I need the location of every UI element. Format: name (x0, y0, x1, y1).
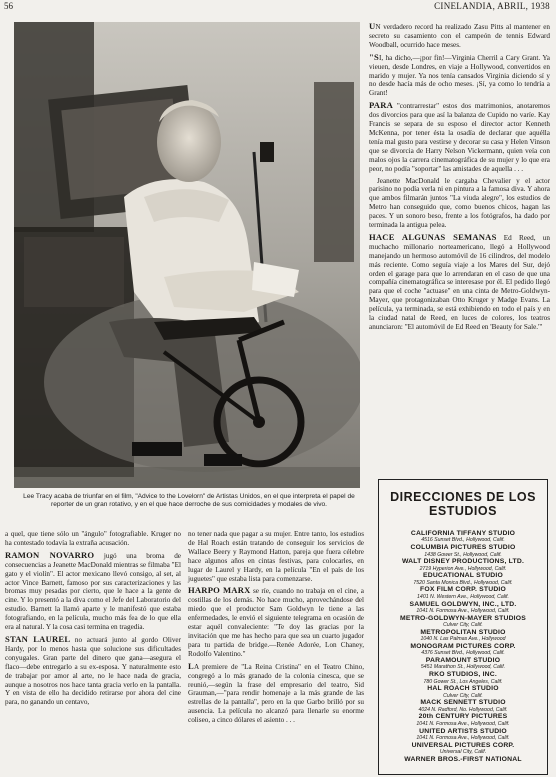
studio-entry (385, 756, 541, 763)
studio-entry (385, 530, 541, 544)
directory-title: DIRECCIONES DE LOS ESTUDIOS (390, 490, 536, 518)
paragraph-zasu-pitts: UN verdadero record ha realizado Zasu Pitts al mantener en secreto su casamiento con el campeón de tennis Edward Woodball, ocurrido hace meses. (369, 21, 550, 49)
studio-address: 4376 Sunset Blvd., Hollywood, Calif. (421, 650, 505, 657)
studio-name: WARNER BROS.-FIRST NATIONAL (404, 755, 522, 763)
studio-address: 1041 N. Formosa Ave., Hollywood, Calif. (416, 734, 510, 741)
studio-list (385, 530, 541, 763)
studio-name: FOX FILM CORP. STUDIO (419, 586, 507, 594)
studio-entry (385, 586, 541, 600)
page-number: 56 (4, 1, 13, 11)
studio-directory-box (378, 479, 548, 775)
studio-entry (385, 671, 541, 685)
studio-name: UNITED ARTISTS STUDIO (419, 727, 507, 735)
running-head: CINELANDIA, ABRIL, 1938 (434, 1, 550, 11)
studio-name: METRO-GOLDWYN-MAYER STUDIOS (400, 614, 526, 622)
studio-entry (385, 629, 541, 643)
studio-address: 1401 N. Western Ave., Hollywood, Calif. (417, 593, 509, 600)
right-column (369, 22, 550, 335)
paragraph-harpo-marx: HARPO MARX se ríe, cuando no trabaja en el cine, a costillas de los demás. No hace mucho, aprovechándose del miedo que el productor Sam Goldwyn le tiene a las enfermedades, le envió el siguiente telegrama en ocasión de estar aquél convaleciente: "Te doy las gracias por la invitación que me has hecho para que sea un cuarto jugador para tu partida de bridge.—Renée Adorée, Lon Chaney, Rodolfo Valentino." (188, 585, 364, 658)
studio-name: HAL ROACH STUDIO (427, 685, 499, 693)
studio-entry (385, 713, 541, 727)
studio-name: PARAMOUNT STUDIO (425, 656, 501, 664)
studio-address: 1040 N. Las Palmas Ave., Hollywood (420, 636, 506, 643)
paragraph-ramon-novarro: RAMON NOVARRO jugó una broma de consecuencias a Jeanette MacDonald mientras se filmaba "El gato y el violín". El actor mexicano llevó consigo, al set, al actor Vince Barnett, famoso por sus caracterizaciones y las bromas muy pesadas por cierto, que le hace a la gente de cine. Y lo presentó a la diva como el Jefe del Laboratorio del estudio. Barnett la llamó aparte y le manifestó que estaba fotografiando, en la película, mucho más fea de lo que ella era al natural. Y la cosa casi termina en tragedia. (5, 549, 181, 632)
studio-address: 4516 Sunset Blvd., Hollywood, Calif. (421, 537, 505, 544)
studio-name: EDUCATIONAL STUDIO (422, 572, 503, 580)
paragraph-jeanette-macdonald: Jeanette MacDonald le cargaba Chevalier y el actor parisino no podía verla ni en pintura a la famosa diva. Y ahora que ambos filmarán juntos "La viuda alegre", los estudios de Metro han conseguido que, como buenos chicos, hagan las paces. Y un sonoro beso, frente a los fotógrafos, ha dado por terminada la antigua pelea. (369, 176, 550, 230)
studio-entry (385, 572, 541, 586)
studio-address: 5451 Marathon St., Hollywood, Calif. (420, 664, 506, 671)
studio-entry (385, 544, 541, 558)
left-column (5, 530, 181, 710)
studio-entry (385, 728, 541, 742)
photo-caption: Lee Tracy acaba de triunfar en el film, "Advice to the Lovelorn" de Artistas Unidos, en el que interpreta el papel de reporter de un gran rotativo, y en el que hace derroche de sus comicidades y modales de vivo. (23, 493, 355, 509)
studio-name: MONOGRAM PICTURES CORP. (410, 642, 516, 650)
middle-column (188, 530, 364, 728)
paragraph-kruger-end: a quel, que tiene sólo un "ángulo" fotografiable. Kruger no ha contestado todavía la extraña acusación. (5, 530, 181, 547)
studio-name: MACK SENNETT STUDIO (420, 699, 506, 707)
studio-address: 2719 Hyperion Ave., Hollywood, Calif. (419, 565, 507, 572)
studio-entry (385, 558, 541, 572)
studio-entry (385, 615, 541, 629)
paragraph-hal-roach: no tener nada que pagar a su mujer. Entre tanto, los estudios de Hal Roach están tratando de conseguir los servicios de Wallace Beery y Raymond Hatton, pareja que fuera célebre hace algunos años en cintas festivas, para colocarles, en lugar de Laurel y Hardy, en la película "En el país de los juguetes" que estaba lista para comenzarse. (188, 530, 364, 583)
studio-name: METROPOLITAN STUDIO (420, 628, 506, 636)
studio-address: Culver City, Calif. (443, 622, 483, 629)
studio-name: COLUMBIA PICTURES STUDIO (410, 544, 516, 552)
portrait-photo (14, 22, 360, 488)
studio-address: 1041 N. Formosa Ave., Hollywood, Calif. (416, 607, 510, 614)
paragraph-ed-reed: HACE ALGUNAS SEMANAS Ed Reed, un muchacho millonario norteamericano, llegó a Hollywood manejando un hermoso automóvil de 16 cilindros, del modelo más reciente. Como seguía viaje a los Mares del Sur, dejó orden el garage para que lo arrendaran en el caso de que una compañía cinematográfica se interesase por él. El pedido llegó para que el coche "actuase" en una cinta de Metro-Goldwyn-Mayer, que protagonizaban Otto Kruger y Madge Evans. La película, ya terminada, se está exhibiendo en todo el país y en la ciudad natal de Reed, en luces de colores, los teatros anunciaron: "El automóvil de Ed Reed en 'Beauty for Sale.'" (369, 231, 550, 331)
studio-name: RKO STUDIOS, INC. (429, 671, 497, 679)
studio-address: 7520 Santa Monica Blvd., Hollywood, Calif. (413, 579, 513, 586)
studio-entry (385, 699, 541, 713)
studio-name: 20th CENTURY PICTURES (418, 713, 508, 721)
studio-name: SAMUEL GOLDWYN, INC., LTD. (409, 600, 517, 608)
studio-address: 1041 N. Formosa Ave., Hollywood, Calif. (416, 720, 510, 727)
studio-name: WALT DISNEY PRODUCTIONS, LTD. (401, 558, 525, 566)
studio-name: UNIVERSAL PICTURES CORP. (411, 741, 515, 749)
paragraph-stan-laurel: STAN LAUREL no actuará junto al gordo Oliver Hardy, por lo menos hasta que solucione sus dificultades conyugales. Gran parte del dinero que gana—asegura el flaco—debe entregarlo a su ex-esposa. Y naturalmente esto de trabajar por amor al arte, no le hace nada de gracia, aunque a nosotros nos hace tanta gracia verlo en la pantalla. Y en vista de ello ha decidido retirarse por ahora del cine para, no ganando un centavo, (5, 633, 182, 707)
studio-name: CALIFORNIA TIFFANY STUDIO (410, 530, 516, 537)
studio-address: Universal City, Calif. (439, 749, 487, 756)
studio-address: 780 Gower St., Los Angeles, Calif. (423, 678, 503, 685)
paragraph-virginia-cherril: "SI, ha dicho,—¡por fin!—Virginia Cherril a Cary Grant. Ya vieuen, desde Londres, en viaje a Hollywood, convertidos en marido y mujer. Ya nos tenía cansados Virginia diciendo sí y no desde hacía más de ocho meses. ¡Sí, ya como lo tendría a Grant! (369, 51, 550, 98)
studio-address: 4024 N. Radford, No. Hollywood, Calif. (418, 706, 508, 713)
studio-entry (385, 657, 541, 671)
studio-entry (385, 742, 541, 756)
studio-address: Culver City, Calif. (443, 692, 483, 699)
studio-entry (385, 643, 541, 657)
paragraph-divorcios: PARA "contrarrestar" estos dos matrimonios, anotaremos dos divorcios para que así la balanza de Cupido no varíe. Kay Francis se separa de su esposo el director actor Kenneth McKenna, por tener ésta la osadía de declarar que aquélla tenía mal gusto para vestirse y decorar su casa y Helen Vinson que se divorcia de Harry Nelson Vickermann, quien veía con malos ojos la carrera cinematográfica de su mujer y lo que era peor, no podía "soportar" las amistades de aquella . . . (369, 100, 550, 173)
paragraph-reina-cristina: LA premiere de "La Reina Cristina" en el Teatro Chino, congregó a lo más granado de la colonia cinesca, que se reunió,—según la frase del empresario del teatro, Sid Grauman,—"para rendir homenaje a la más grande de las estrellas de la pantalla", pero en la que Garbo brilló por su ausencia. La película no alcanzó para llenarle su enorme coliseo, a cinco dólares el asiento . . . (188, 660, 364, 725)
studio-entry (385, 685, 541, 699)
studio-entry (385, 601, 541, 615)
studio-address: 1438 Gower St., Hollywood, Calif. (424, 551, 502, 558)
